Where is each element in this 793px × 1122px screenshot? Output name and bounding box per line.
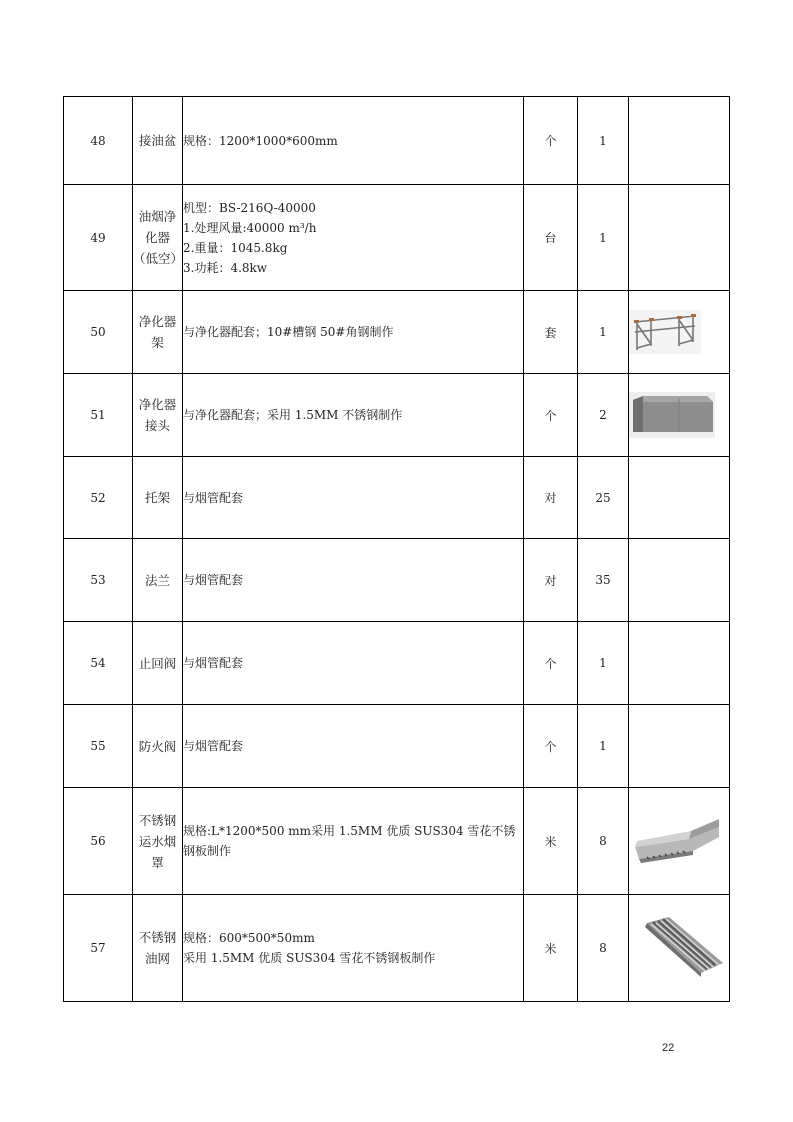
item-name: 托架: [133, 457, 183, 539]
desc-line: 规格：1200*1000*600mm: [183, 133, 338, 148]
desc-line: 与烟管配套: [183, 490, 244, 505]
item-qty: 25: [578, 457, 629, 539]
item-number: 54: [64, 622, 133, 705]
desc-line: 与烟管配套: [183, 573, 244, 587]
table-row: [64, 539, 730, 622]
desc-line: 1.处理风量:40000 m³/h: [183, 220, 317, 235]
desc-line: 规格:L*1200*500 mm采用 1.5MM 优质 SUS304 雪花不锈钢板制作: [183, 824, 516, 858]
item-unit: 米: [524, 895, 578, 1002]
item-unit: 对: [524, 539, 578, 622]
desc-line: 与净化器配套；10#槽钢 50#角钢制作: [183, 325, 394, 339]
table-row: [64, 185, 730, 291]
item-image-cell: [629, 622, 730, 705]
purifier-connector-image: [629, 392, 715, 438]
item-qty: 1: [578, 705, 629, 788]
item-qty: 1: [578, 291, 629, 374]
table-row: [64, 374, 730, 457]
item-name: 止回阀: [133, 622, 183, 705]
item-desc: [183, 185, 524, 291]
item-unit: 个: [524, 622, 578, 705]
item-desc: [183, 895, 524, 1002]
item-image-cell: [629, 457, 730, 539]
desc-line: 与烟管配套: [183, 739, 244, 753]
item-desc: [183, 788, 524, 895]
item-qty: 1: [578, 97, 629, 185]
item-number: 51: [64, 374, 133, 457]
item-number: 55: [64, 705, 133, 788]
item-unit: 台: [524, 185, 578, 291]
item-desc: [183, 622, 524, 705]
item-qty: 1: [578, 185, 629, 291]
item-name: 不锈钢油网: [133, 895, 183, 1002]
item-number: 53: [64, 539, 133, 622]
item-name: 净化器接头: [133, 374, 183, 457]
item-number: 57: [64, 895, 133, 1002]
desc-line: 规格：600*500*50mm: [183, 931, 315, 945]
item-desc: [183, 705, 524, 788]
item-qty: 8: [578, 895, 629, 1002]
item-number: 50: [64, 291, 133, 374]
spec-table: [63, 96, 730, 1002]
item-number: 49: [64, 185, 133, 291]
item-name: 净化器架: [133, 291, 183, 374]
grease-filter-image: [629, 913, 725, 983]
item-image-cell: [629, 291, 730, 374]
desc-line: 2.重量：1045.8kg: [183, 240, 288, 255]
item-name: 油烟净化器（低空）: [133, 185, 183, 291]
desc-line: 3.功耗：4.8kw: [183, 260, 268, 275]
table-row: [64, 622, 730, 705]
page-number: 22: [662, 1042, 675, 1054]
item-number: 56: [64, 788, 133, 895]
item-unit: 个: [524, 97, 578, 185]
item-unit: 个: [524, 374, 578, 457]
item-image-cell: [629, 788, 730, 895]
desc-line: 与净化器配套；采用 1.5MM 不锈钢制作: [183, 408, 403, 422]
item-image-cell: [629, 97, 730, 185]
item-desc: [183, 97, 524, 185]
item-qty: 35: [578, 539, 629, 622]
item-desc: [183, 457, 524, 539]
item-image-cell: [629, 185, 730, 291]
item-image-cell: [629, 374, 730, 457]
desc-line: 采用 1.5MM 优质 SUS304 雪花不锈钢板制作: [183, 951, 436, 965]
item-number: 52: [64, 457, 133, 539]
item-unit: 套: [524, 291, 578, 374]
item-qty: 1: [578, 622, 629, 705]
exhaust-hood-image: [629, 813, 725, 869]
item-unit: 米: [524, 788, 578, 895]
item-number: 48: [64, 97, 133, 185]
item-name: 防火阀: [133, 705, 183, 788]
item-qty: 8: [578, 788, 629, 895]
table-row: [64, 788, 730, 895]
item-name: 法兰: [133, 539, 183, 622]
desc-line: 机型：BS-216Q-40000: [183, 200, 316, 215]
purifier-frame-image: [629, 310, 701, 354]
item-unit: 个: [524, 705, 578, 788]
item-unit: 对: [524, 457, 578, 539]
item-image-cell: [629, 539, 730, 622]
item-image-cell: [629, 705, 730, 788]
item-desc: [183, 374, 524, 457]
table-row: [64, 895, 730, 1002]
item-name: 不锈钢运水烟罩: [133, 788, 183, 895]
table-row: [64, 457, 730, 539]
table-row: [64, 705, 730, 788]
item-desc: [183, 291, 524, 374]
table-row: [64, 97, 730, 185]
item-image-cell: [629, 895, 730, 1002]
item-name: 接油盆: [133, 97, 183, 185]
item-qty: 2: [578, 374, 629, 457]
table-row: [64, 291, 730, 374]
item-desc: [183, 539, 524, 622]
desc-line: 与烟管配套: [183, 656, 244, 670]
